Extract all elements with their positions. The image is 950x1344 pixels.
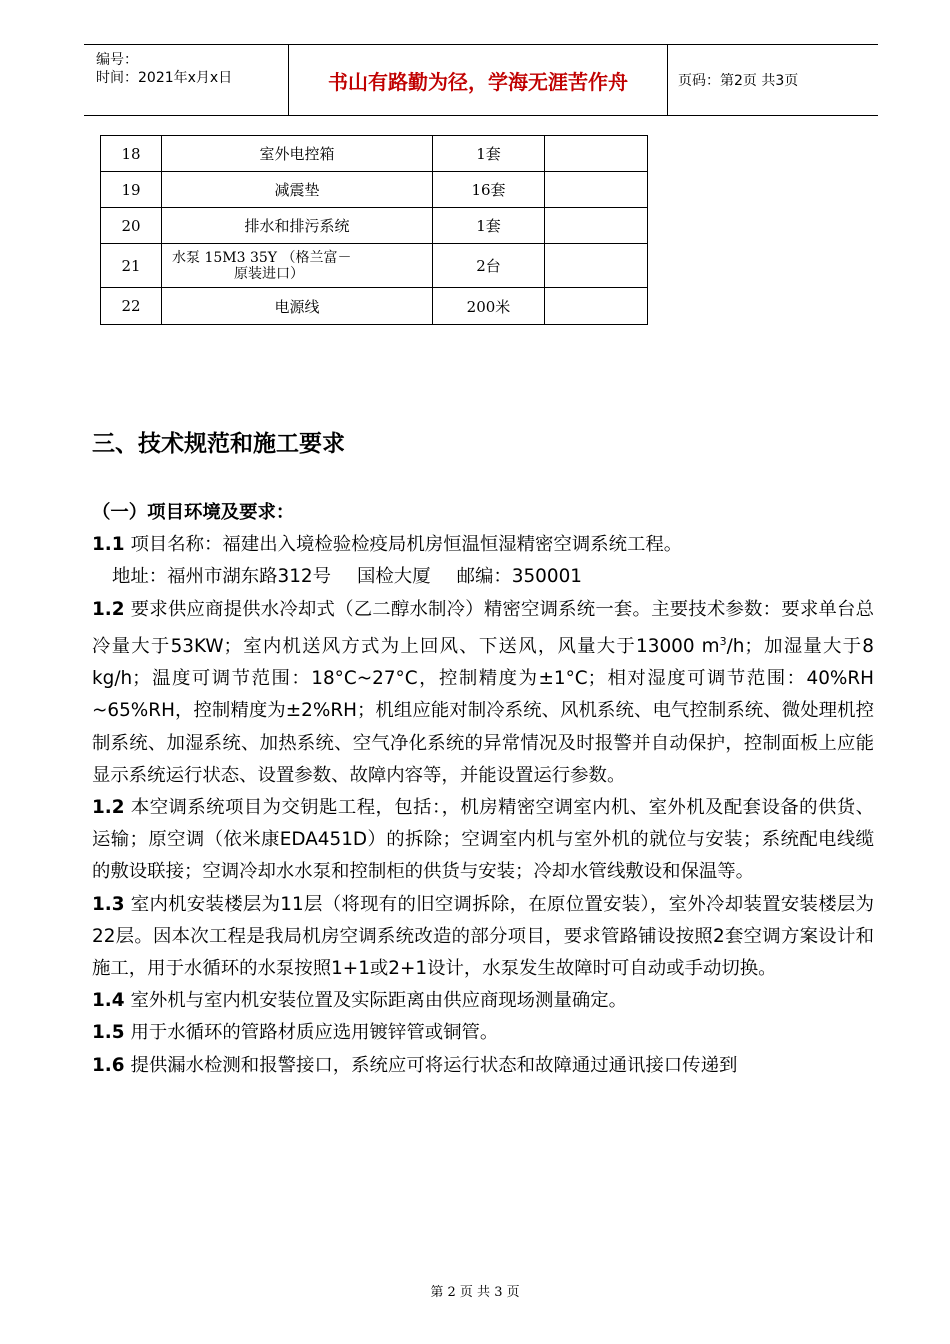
item-name-line2: 原装进口） — [234, 265, 304, 282]
paragraph-1-4 — [92, 985, 874, 1017]
item-name: 减震垫 — [162, 172, 433, 208]
paragraph-1-2 — [92, 594, 874, 792]
document-number-label: 编号： — [96, 52, 138, 68]
row-number: 18 — [101, 136, 162, 172]
item-name: 排水和排污系统 — [162, 208, 433, 244]
superscript-3: 3 — [719, 634, 727, 648]
header-info — [96, 51, 232, 87]
document-body — [92, 497, 874, 1082]
document-time-label: 时间：2021年x月x日 — [96, 70, 233, 86]
clause-number: 1.3 — [92, 893, 125, 915]
clause-text: 项目名称：福建出入境检验检疫局机房恒温恒湿精密空调系统工程。 — [130, 534, 683, 556]
clause-text: 提供漏水检测和报警接口，系统应可将运行状态和故障通过通讯接口传递到 — [130, 1054, 738, 1076]
item-name: 室外电控箱 — [162, 136, 433, 172]
item-note — [545, 172, 648, 208]
item-quantity: 200米 — [433, 288, 545, 325]
subsection-title: （一）项目环境及要求： — [92, 502, 295, 523]
clause-text: 本空调系统项目为交钥匙工程，包括：，机房精密空调室内机、室外机及配套设备的供货、运输；原空调（依米康EDA451D）的拆除；空调室内机与室外机的就位与安装；系统配电线缆的敷设联接；空调冷却水水泵和控制柜的供货与安装；冷却水管线敷设和保温等。 — [92, 796, 874, 883]
item-name — [162, 244, 433, 288]
header-page-label: 页码：第2页 共3页 — [678, 73, 799, 89]
building-text: 国检大厦 — [357, 566, 431, 588]
clause-number: 1.5 — [92, 1022, 125, 1044]
clause-text: 室外机与室内机安装位置及实际距离由供应商现场测量确定。 — [130, 990, 628, 1012]
clause-number: 1.2 — [92, 598, 125, 620]
table-row — [101, 172, 648, 208]
section-title: 三、技术规范和施工要求 — [92, 431, 345, 457]
item-note — [545, 244, 648, 288]
item-quantity: 1套 — [433, 136, 545, 172]
page-footer: 第 2 页 共 3 页 — [430, 1285, 520, 1300]
address-text: 地址：福州市湖东路312号 — [112, 566, 332, 588]
equipment-table — [100, 135, 648, 325]
clause-number: 1.4 — [92, 990, 125, 1012]
clause-number: 1.1 — [92, 534, 125, 556]
clause-text: 室内机安装楼层为11层（将现有的旧空调拆除，在原位置安装），室外冷却装置安装楼层为22层。因本次工程是我局机房空调系统改造的部分项目，要求管路铺设按照2套空调方案设计和施工，用于水循环的水泵按照1+1或2+1设计，水泵发生故障时可自动或手动切换。 — [92, 893, 874, 979]
clause-text-continued: /h；加湿量大于8 kg/h；温度可调节范围：18°C~27°C，控制精度为±1°C；相对湿度可调节范围：40%RH ~65%RH，控制精度为±2%RH；机组应能对制冷系统、风机系统、电气控制系统、微处理机控制系统、加湿系统、加热系统、空气净化系统的异常情况及时报警并自动保护，控制面板上应能显示系统运行状态、设置参数、故障内容等，并能设置运行参数。 — [92, 635, 874, 786]
paragraph-1-3 — [92, 889, 874, 986]
address-line — [92, 561, 874, 593]
clause-text: 要求供应商提供水冷却式（乙二醇水制冷）精密空调系统一套。主要技术参数：要求单台总冷量大于53KW；室内机送风方式为上回风、下送风，风量大于13000 m — [92, 598, 874, 657]
row-number: 21 — [101, 244, 162, 288]
row-number: 22 — [101, 288, 162, 325]
row-number: 20 — [101, 208, 162, 244]
table-row — [101, 136, 648, 172]
item-quantity: 1套 — [433, 208, 545, 244]
row-number: 19 — [101, 172, 162, 208]
item-quantity: 2台 — [433, 244, 545, 288]
paragraph-1-2b — [92, 792, 874, 889]
table-row — [101, 288, 648, 325]
table-row — [101, 208, 648, 244]
clause-number: 1.2 — [92, 796, 125, 818]
header-motto: 书山有路勤为径，学海无涯苦作舟 — [288, 45, 668, 115]
item-name-line1: 水泵 15M3 35Y （格兰富－ — [172, 249, 352, 266]
table-row — [101, 244, 648, 288]
clause-number: 1.6 — [92, 1054, 125, 1076]
item-name: 电源线 — [162, 288, 433, 325]
postcode-text: 邮编：350001 — [456, 566, 582, 588]
item-note — [545, 136, 648, 172]
clause-text: 用于水循环的管路材质应选用镀锌管或铜管。 — [130, 1022, 499, 1044]
paragraph-1-5 — [92, 1017, 874, 1049]
paragraph-1-1 — [92, 529, 874, 561]
paragraph-1-6 — [92, 1050, 874, 1082]
item-quantity: 16套 — [433, 172, 545, 208]
item-note — [545, 288, 648, 325]
page-header — [84, 44, 878, 116]
item-note — [545, 208, 648, 244]
